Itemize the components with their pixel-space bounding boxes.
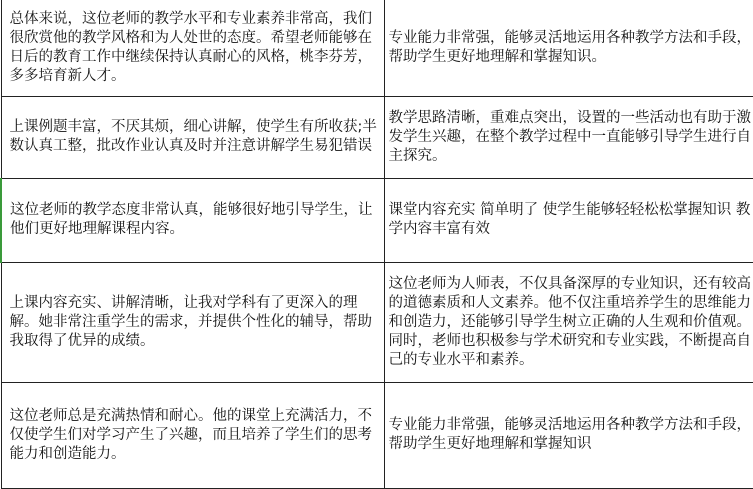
cell-comment-right[interactable]: 专业能力非常强，能够灵活地运用各种教学方法和手段，帮助学生更好地理解和掌握知识 xyxy=(384,382,753,488)
cell-comment-left[interactable]: 总体来说，这位老师的教学水平和专业素养非常高，我们很欣赏他的教学风格和为人处世的态度。希望老师能够在日后的教育工作中继续保持认真耐心的风格，桃李芬芳，多多培育新人才。 xyxy=(1,0,384,96)
table-row xyxy=(1,178,753,262)
cell-comment-left[interactable]: 上课内容充实、讲解清晰，让我对学科有了更深入的理解。她非常注重学生的需求，并提供个性化的辅导，帮助我取得了优异的成绩。 xyxy=(1,262,384,382)
cell-comment-right[interactable]: 教学思路清晰，重难点突出，设置的一些活动也有助于激发学生兴趣，在整个教学过程中一直能够引导学生进行自主探究。 xyxy=(384,96,753,178)
table-row xyxy=(1,0,753,96)
table-row xyxy=(1,262,753,382)
cell-comment-left[interactable]: 这位老师总是充满热情和耐心。他的课堂上充满活力，不仅使学生们对学习产生了兴趣，而且培养了学生们的思考能力和创造能力。 xyxy=(1,382,384,488)
cell-comment-right[interactable]: 课堂内容充实 简单明了 使学生能够轻轻松松掌握知识 教学内容丰富有效 xyxy=(384,178,753,262)
cell-comment-left-selected[interactable]: 这位老师的教学态度非常认真，能够很好地引导学生，让他们更好地理解课程内容。 xyxy=(1,178,384,262)
cell-comment-left[interactable]: 上课例题丰富，不厌其烦，细心讲解，使学生有所收获;半数认真工整，批改作业认真及时并注意讲解学生易犯错误 xyxy=(1,96,384,178)
table-row xyxy=(1,382,753,488)
cell-comment-right[interactable]: 这位老师为人师表，不仅具备深厚的专业知识，还有较高的道德素质和人文素养。他不仅注重培养学生的思维能力和创造力，还能够引导学生树立正确的人生观和价值观。同时，老师也积极参与学术研究和专业实践，不断提高自己的专业水平和素养。 xyxy=(384,262,753,382)
table-row xyxy=(1,96,753,178)
cell-comment-right[interactable]: 专业能力非常强，能够灵活地运用各种教学方法和手段，帮助学生更好地理解和掌握知识。 xyxy=(384,0,753,96)
